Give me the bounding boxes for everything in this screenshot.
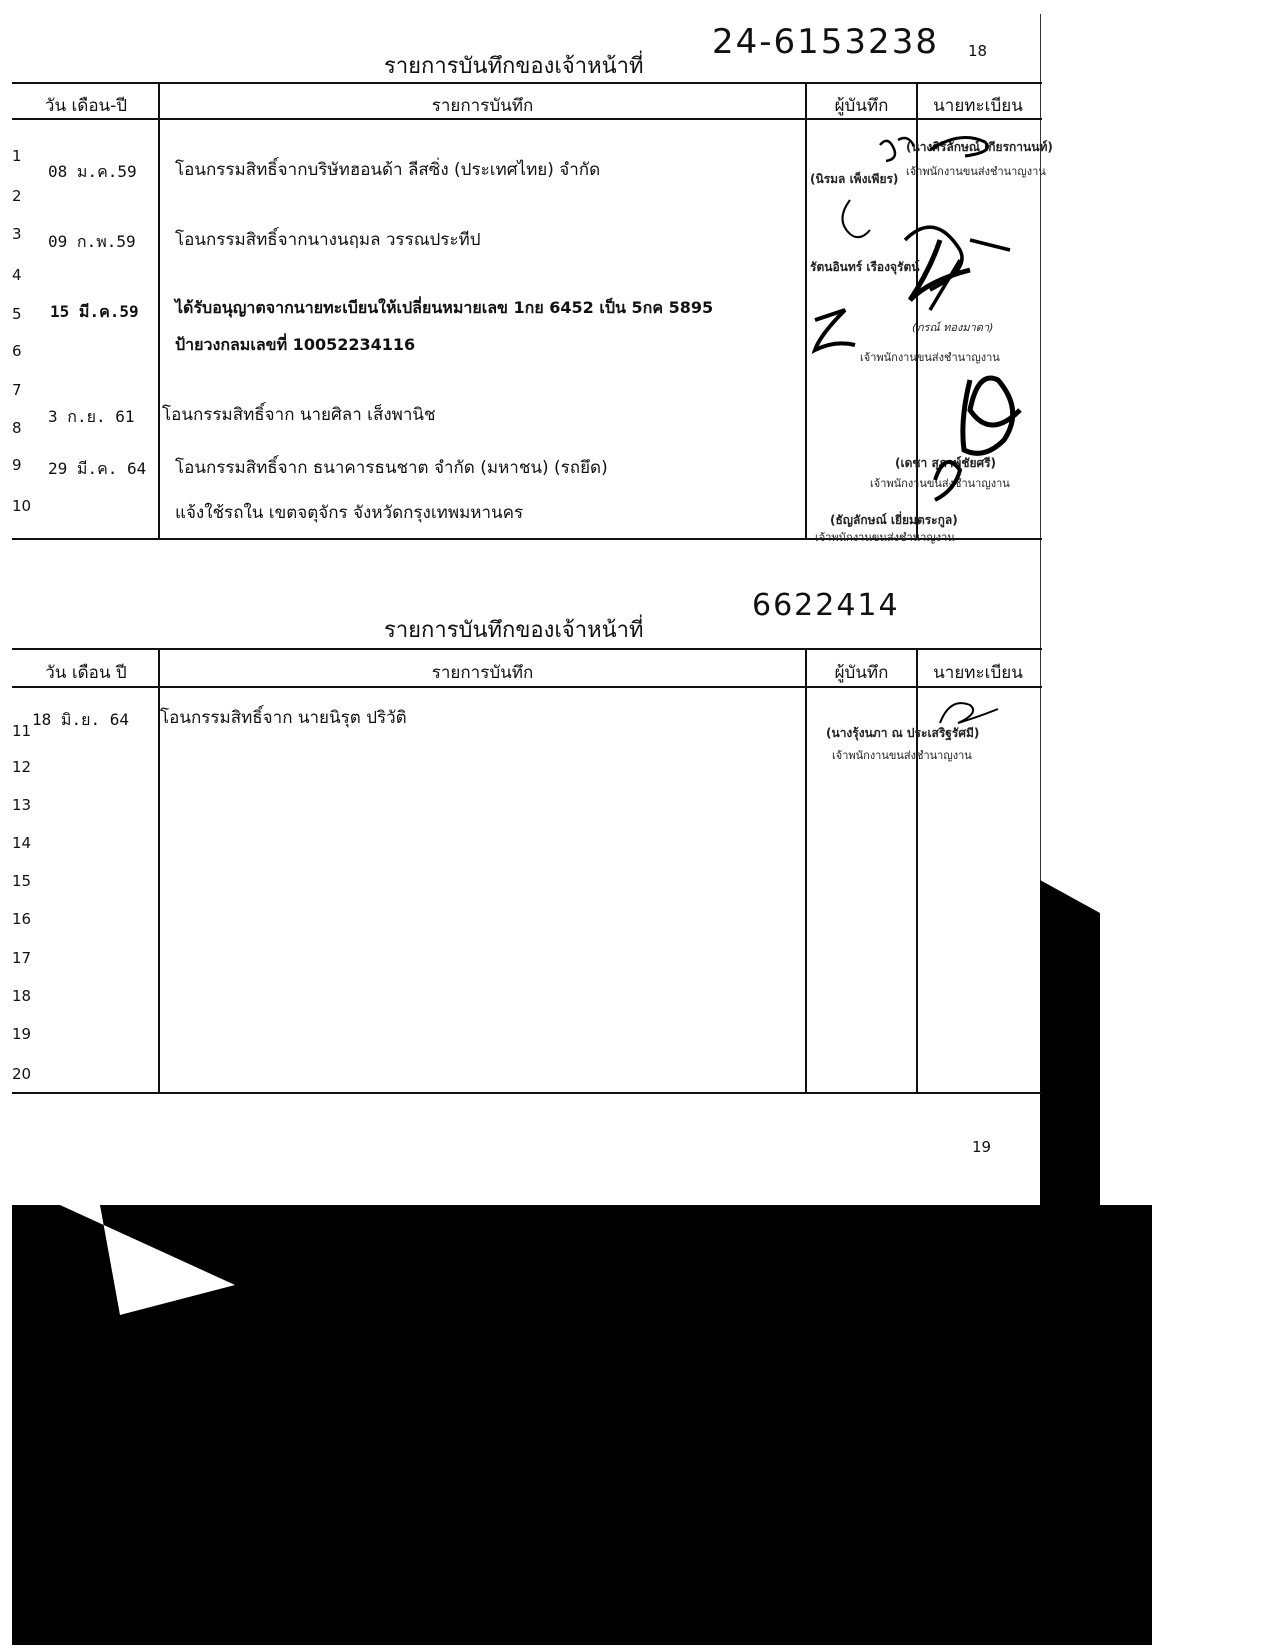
row-number: 11 bbox=[12, 722, 32, 740]
page-number: 19 bbox=[972, 1138, 992, 1156]
entry-date: 15 มี.ค.59 bbox=[50, 302, 139, 321]
row-number: 15 bbox=[12, 872, 32, 890]
entry-date: 09 ก.พ.59 bbox=[48, 232, 136, 251]
signature-name: (ภรณ์ ทองมาดา) bbox=[912, 321, 994, 334]
signature-name: (เดชา สุภาพ์ชัยศรี) bbox=[895, 456, 997, 470]
entry-text: โอนกรรมสิทธิ์จากนางนฤมล วรรณประทีป bbox=[175, 230, 481, 250]
col-divider-entry bbox=[805, 648, 807, 1092]
row-number: 17 bbox=[12, 949, 32, 967]
row-number: 2 bbox=[12, 187, 22, 205]
row-number: 9 bbox=[12, 456, 22, 474]
header-bottom-line bbox=[12, 686, 1042, 688]
entry-text-continued: ป้ายวงกลมเลขที่ 10052234116 bbox=[175, 335, 416, 354]
header-entry: รายการบันทึก bbox=[431, 663, 534, 683]
row-number: 4 bbox=[12, 266, 22, 284]
row-number: 5 bbox=[12, 305, 22, 323]
row-number: 14 bbox=[12, 834, 32, 852]
row-number: 3 bbox=[12, 225, 22, 243]
row-number: 1 bbox=[12, 147, 22, 165]
entry-date: 3 ก.ย. 61 bbox=[48, 407, 135, 426]
header-recorder: ผู้บันทึก bbox=[834, 96, 889, 116]
header-registrar: นายทะเบียน bbox=[933, 96, 1023, 116]
entry-text: โอนกรรมสิทธิ์จาก ธนาคารธนชาต จำกัด (มหาชน) (รถยึด) bbox=[175, 458, 608, 478]
row-number: 10 bbox=[12, 497, 32, 515]
scan-shadow bbox=[1040, 880, 1100, 1210]
entry-date: 08 ม.ค.59 bbox=[48, 162, 137, 181]
entry-date: 18 มิ.ย. 64 bbox=[32, 710, 129, 729]
page-title: รายการบันทึกของเจ้าหน้าที่ bbox=[384, 618, 644, 643]
signature-title: เจ้าพนักงานขนส่งชำนาญงาน bbox=[832, 749, 972, 762]
signature-title: เจ้าพนักงานขนส่งชำนาญงาน bbox=[906, 165, 1046, 178]
handwritten-signature bbox=[930, 695, 1020, 735]
entry-text: ได้รับอนุญาตจากนายทะเบียนให้เปลี่ยนหมายเลข 1กย 6452 เป็น 5กค 5895 bbox=[175, 298, 714, 317]
header-recorder: ผู้บันทึก bbox=[834, 663, 889, 683]
page-title: รายการบันทึกของเจ้าหน้าที่ bbox=[384, 54, 644, 79]
signature-title: เจ้าพนักงานขนส่งชำนาญงาน bbox=[815, 531, 955, 544]
row-number: 7 bbox=[12, 381, 22, 399]
page-number: 18 bbox=[968, 42, 988, 60]
record-number: 24-6153238 bbox=[712, 22, 939, 62]
row-number: 13 bbox=[12, 796, 32, 814]
signature-name: รัตนอินทร์ เรืองจุรัตน์ bbox=[810, 260, 920, 274]
row-number: 6 bbox=[12, 342, 22, 360]
signature-title: เจ้าพนักงานขนส่งชำนาญงาน bbox=[870, 477, 1010, 490]
col-divider-date bbox=[158, 82, 160, 538]
signature-name: (นางศิริลักษณ์ เกียรกานนท์) bbox=[906, 140, 1053, 154]
paper-corner-fold bbox=[60, 1205, 240, 1345]
row-number: 18 bbox=[12, 987, 32, 1005]
table-top-line bbox=[12, 82, 1042, 84]
entry-text: โอนกรรมสิทธิ์จากบริษัทฮอนด้า ลีสซิ่ง (ประเทศไทย) จำกัด bbox=[175, 160, 601, 180]
row-number: 20 bbox=[12, 1065, 32, 1083]
header-entry: รายการบันทึก bbox=[431, 96, 534, 116]
header-registrar: นายทะเบียน bbox=[933, 663, 1023, 683]
entry-text: โอนกรรมสิทธิ์จาก นายศิลา เส็งพานิช bbox=[162, 405, 436, 425]
entry-date: 29 มี.ค. 64 bbox=[48, 459, 147, 478]
col-divider-recorder bbox=[916, 648, 918, 1092]
row-number: 19 bbox=[12, 1025, 32, 1043]
row-number: 12 bbox=[12, 758, 32, 776]
header-date: วัน เดือน-ปี bbox=[44, 96, 128, 116]
table-bottom-line bbox=[12, 1092, 1042, 1094]
handwritten-signature bbox=[820, 120, 1040, 550]
signature-name: (นางรุ้งนภา ณ ประเสริฐรัศมี) bbox=[826, 726, 980, 740]
record-number: 6622414 bbox=[752, 588, 900, 623]
signature-title: เจ้าพนักงานขนส่งชำนาญงาน bbox=[860, 351, 1000, 364]
table-top-line bbox=[12, 648, 1042, 650]
signature-name: (ธัญลักษณ์ เยี่ยมตระกูล) bbox=[830, 513, 958, 527]
entry-text-continued: แจ้งใช้รถใน เขตจตุจักร จังหวัดกรุงเทพมหานคร bbox=[175, 503, 524, 523]
signature-name: (นิรมล เพ็งเพียร) bbox=[810, 172, 899, 186]
header-date: วัน เดือน ปี bbox=[45, 663, 127, 683]
col-divider-entry bbox=[805, 82, 807, 538]
row-number: 16 bbox=[12, 910, 32, 928]
entry-text: โอนกรรมสิทธิ์จาก นายนิรุต ปริวัติ bbox=[160, 708, 407, 728]
row-number: 8 bbox=[12, 419, 22, 437]
